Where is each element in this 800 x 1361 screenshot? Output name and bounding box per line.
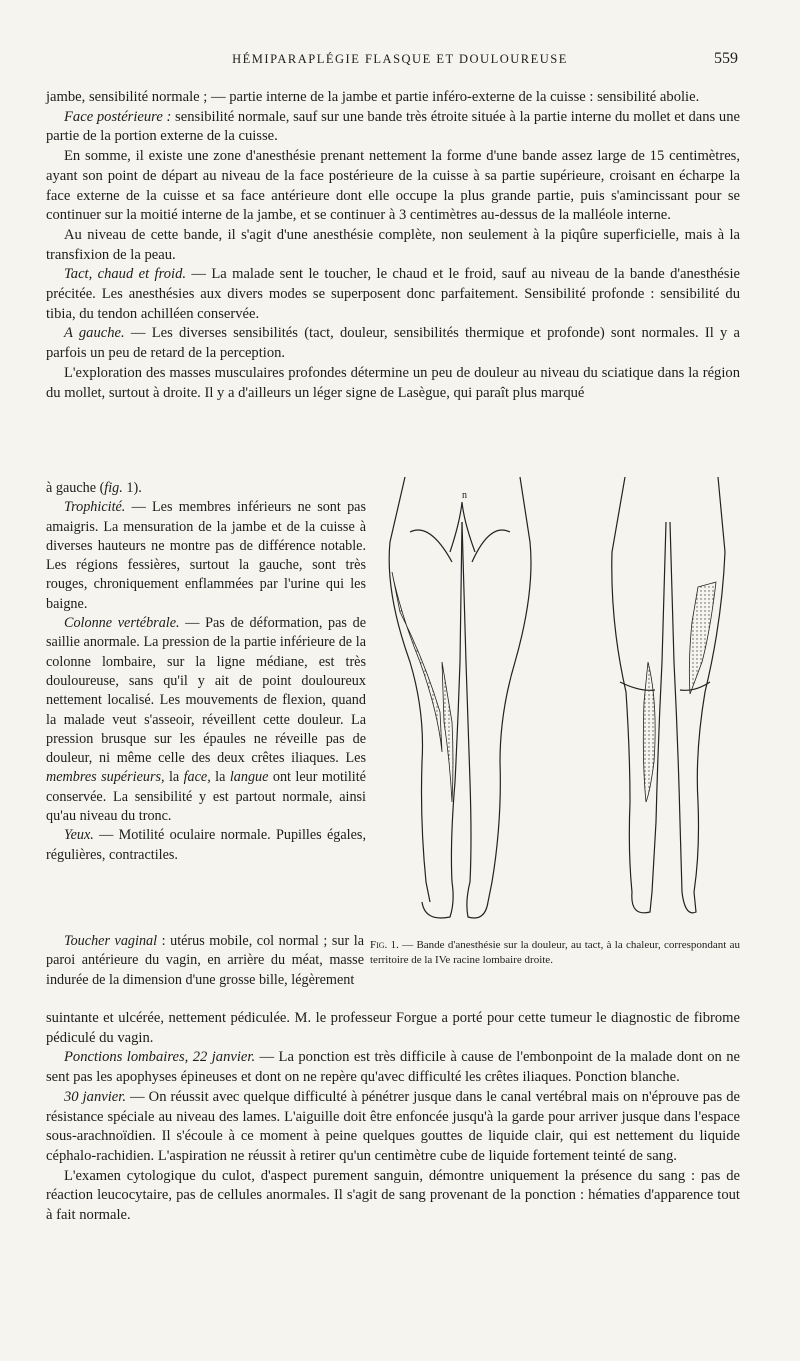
paragraph: Tact, chaud et froid. — La malade sent le toucher, le chaud et le froid, sauf au niveau de la bande d'anesthésie précitée. Les anesthésies aux divers modes se superposent donc parfaitement. Sensibilité profonde : sensibilité du tibia, du tendon achilléen conservée. <box>46 266 740 322</box>
leg-anesthesia-figure <box>380 462 750 932</box>
paragraph: L'exploration des masses musculaires profondes détermine un peu de douleur au niveau du sciatique dans la région du mollet, surtout à droite. Il y a d'ailleurs un léger signe de Lasègue, qui paraît plus marqué <box>46 364 740 401</box>
paragraph: L'examen cytologique du culot, d'aspect purement sanguin, démontre uniquement la présence du sang : pas de réaction leucocytaire, pas de cellules anormales. Il s'agit de sang provenant de la ponction : hématies d'apparence tout à fait normale. <box>46 1167 740 1224</box>
paragraph: Face postérieure : sensibilité normale, sauf sur une bande très étroite située à la partie interne du mollet et dans une partie de la portion externe de la cuisse. <box>46 108 740 145</box>
paragraph: jambe, sensibilité normale ; — partie interne de la jambe et partie inféro-externe de la cuisse : sensibilité abolie. <box>46 89 700 105</box>
paragraph: suintante et ulcérée, nettement pédiculée. M. le professeur Forgue a porté pour cette tumeur le diagnostic de fibrome pédiculé du vagin. <box>46 1010 740 1046</box>
paragraph: Au niveau de cette bande, il s'agit d'une anesthésie complète, non seulement à la piqûre superficielle, mais à la transfixion de la peau. <box>46 226 740 263</box>
paragraph: Ponctions lombaires, 22 janvier. — La ponction est très difficile à cause de l'embonpoint de la malade dont on ne sent pas les apophyses épineuses et dont on ne repère qu'avec difficulté les crêtes iliaques. Ponction blanche. <box>46 1049 740 1086</box>
figure-caption: Fig. 1. — Bande d'anesthésie sur la douleur, au tact, à la chaleur, correspondant au territoire de la IVe racine lombaire droite. <box>370 939 740 966</box>
legs-illustration <box>380 462 750 932</box>
paragraph: En somme, il existe une zone d'anesthésie prenant nettement la forme d'une bande assez large de 15 centimètres, ayant son point de départ au niveau de la face postérieure de la cuisse à sa partie supérieure, croisant en écharpe la face externe de la cuisse et sa face antérieure dont elle occupe la plus grande partie, puis s'amincissant pour se continuer sur la moitié interne de la jambe, et se continuer à 3 centimètres au-dessus de la malléole interne. <box>46 148 740 224</box>
paragraph: Trophicité. — Les membres inférieurs ne sont pas amaigris. La mensuration de la jambe et de la cuisse à diverses hauteurs ne montre pas de différence notable. Les régions fessières, surtout la gauche, sont très rouges, chroniquement enflammées par l'urine qui les baigne. <box>46 499 366 612</box>
page-number: 559 <box>714 50 738 67</box>
paragraph: A gauche. — Les diverses sensibilités (tact, douleur, sensibilités thermique et profonde) sont normales. Il y a parfois un peu de retard de la perception. <box>46 325 741 362</box>
paragraph: Toucher vaginal : utérus mobile, col normal ; sur la paroi antérieure du vagin, en arrière du méat, masse indurée de la dimension d'une grosse bille, légèrement <box>46 933 364 988</box>
paragraph: Colonne vertébrale. — Pas de déformation, pas de saillie anormale. La pression de la partie inférieure de la colonne lombaire, sur la ligne médiane, est très douloureuse, sans qu'il y ait de point douloureux nettement localisé. Les mouvements de flexion, quand la malade veut s'asseoir, réveillent cette douleur. La pression brusque sur les épaules ne réveille pas de douleur, ni même celle des deux crêtes iliaques. Les membres supérieurs, la face, la langue ont leur motilité conservée. La sensibilité y est partout normale, ainsi qu'au niveau du tronc. <box>46 615 366 825</box>
text-block-left-column <box>46 479 366 865</box>
header-title: HÉMIPARAPLÉGIE FLASQUE ET DOULOUREUSE <box>232 52 568 66</box>
paragraph: 30 janvier. — On réussit avec quelque difficulté à pénétrer jusque dans le canal vertébral mais on n'éprouve pas de résistance spéciale au niveau des lames. L'aiguille doit être enfoncée jusqu'à la garde pour arriver jusque dans l'espace sous-arachnoïdien. Il s'écoule à ce moment à peine quelques gouttes de liquide clair, qui est nettement du liquide céphalo-rachidien. L'aspiration ne réussit à retirer qu'un centimètre cube de liquide fortement teinté de sang. <box>46 1088 740 1164</box>
paragraph: à gauche (fig. 1). <box>46 480 142 496</box>
paragraph: Yeux. — Motilité oculaire normale. Pupilles égales, régulières, contractiles. <box>46 827 366 863</box>
text-block-bottom <box>46 1009 740 1226</box>
text-block-top <box>46 88 740 403</box>
running-header <box>0 52 800 72</box>
text-block-left-column-2 <box>46 932 364 990</box>
figure-mark: n <box>462 490 467 501</box>
